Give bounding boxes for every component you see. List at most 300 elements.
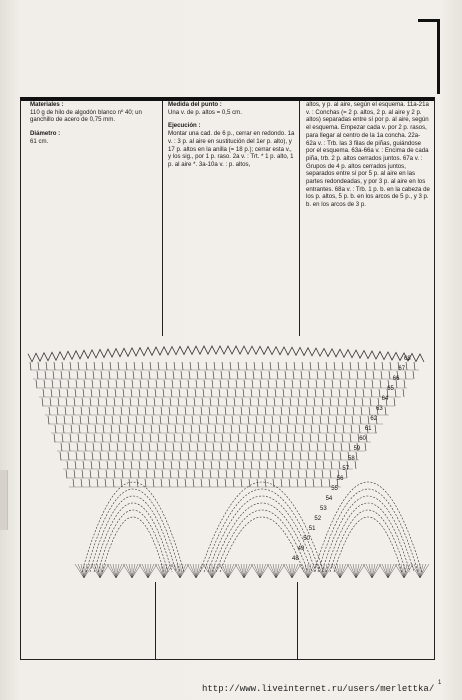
stitch-mark (30, 362, 31, 370)
stitch-mark (70, 362, 71, 370)
stitch-mark (108, 452, 109, 460)
fan-stitch (196, 564, 202, 578)
stitch-mark (186, 398, 187, 406)
fan-stitch (206, 564, 212, 578)
stitch-mark (241, 479, 242, 487)
stitch-mark (229, 371, 230, 379)
stitch-mark (91, 389, 92, 397)
stitch-mark (118, 362, 119, 370)
fan-stitch (244, 564, 250, 578)
stitch-mark (297, 407, 298, 415)
stitch-mark (75, 461, 76, 469)
stitch-mark (338, 398, 339, 406)
stitch-mark (181, 443, 182, 451)
stitch-mark (150, 434, 151, 442)
stitch-mark (222, 434, 223, 442)
stitch-mark (165, 371, 166, 379)
stitch-mark (229, 443, 230, 451)
pineapple-arch (82, 482, 184, 572)
stitch-mark (136, 416, 137, 424)
stitch-mark (263, 425, 264, 433)
stitch-mark (217, 407, 218, 415)
fan-stitch (292, 564, 298, 578)
stitch-mark (314, 398, 315, 406)
stitch-mark (221, 371, 222, 379)
row-label: 67 (398, 366, 406, 372)
stitch-mark (326, 362, 327, 370)
stitch-mark (322, 398, 323, 406)
stitch-mark (213, 371, 214, 379)
stitch-mark (281, 407, 282, 415)
stitch-mark (271, 425, 272, 433)
stitch-mark (138, 398, 139, 406)
stitch-mark (218, 470, 219, 478)
stitch-mark (345, 407, 346, 415)
stitch-mark (100, 452, 101, 460)
stitch-mark (80, 416, 81, 424)
stitch-mark (86, 362, 87, 370)
stitch-mark (210, 398, 211, 406)
pineapple-arch (318, 489, 418, 572)
stitch-mark (374, 362, 375, 370)
stitch-mark (347, 389, 348, 397)
continuation-text: altos, y p. al aire, según el esquema. 11a-21a v. : Conchas (= 2 p. altos, 2 p. al aire y 2 p. altos) separadas entre sí por p. al aire, según el esquema. Empezar cada v. por 2 p. rasos, para llegar al centro de la 1a concha. 22a-62a v. : Trb. las 3 filas de piñas, guiándose por el esquema. 63a-66a v. : Encima de cada piña, trb. 2 p. altos cerrados juntos. 67a v. : Grupos de 4 p. altos cerrados juntos, separados entre sí por 5 p. al aire en las partes redondeadas, y por 3 p. al aire en los entrantes. 68a v. : Trb. 1 p. b. en la cabeza de los p. altos, 5 p. b. en los arcos de 5 p., y 3 p. b. en los arcos de 3 p. (306, 101, 430, 209)
stitch-mark (318, 362, 319, 370)
stitch-mark (81, 407, 82, 415)
stitch-mark (57, 407, 58, 415)
fan-stitch (78, 564, 84, 578)
stitch-mark (110, 434, 111, 442)
stitch-mark (70, 434, 71, 442)
stitch-mark (339, 389, 340, 397)
stitch-mark (152, 416, 153, 424)
stitch-mark (335, 425, 336, 433)
stitch-mark (331, 389, 332, 397)
stitch-mark (99, 389, 100, 397)
stitch-mark (324, 452, 325, 460)
fan-stitch (254, 564, 260, 578)
stitch-mark (342, 362, 343, 370)
fan-stitch (148, 564, 154, 578)
stitch-mark (254, 362, 255, 370)
stitch-mark (250, 470, 251, 478)
stitch-mark (164, 452, 165, 460)
stitch-mark (182, 362, 183, 370)
stitch-mark (264, 416, 265, 424)
stitch-mark (63, 425, 64, 433)
fan-stitch (420, 564, 426, 578)
stitch-mark (138, 470, 139, 478)
stitch-mark (146, 470, 147, 478)
stitch-mark (329, 479, 330, 487)
stitch-mark (96, 416, 97, 424)
stitch-mark (190, 362, 191, 370)
stitch-mark (97, 407, 98, 415)
row-label: 68 (404, 356, 411, 362)
stitch-mark (188, 380, 189, 388)
stitch-mark (148, 380, 149, 388)
stitch-mark (43, 389, 44, 397)
stitch-mark (307, 461, 308, 469)
stitch-mark (129, 479, 130, 487)
stitch-mark (98, 470, 99, 478)
stitch-mark (139, 389, 140, 397)
stitch-mark (67, 461, 68, 469)
stitch-mark (140, 380, 141, 388)
stitch-mark (126, 362, 127, 370)
stitch-mark (309, 371, 310, 379)
stitch-mark (126, 434, 127, 442)
fan-stitch (158, 564, 164, 578)
stitch-mark (246, 362, 247, 370)
stitch-mark (247, 425, 248, 433)
stitch-mark (233, 479, 234, 487)
stitch-mark (249, 479, 250, 487)
stitch-mark (324, 380, 325, 388)
stitch-mark (154, 398, 155, 406)
stitch-mark (88, 416, 89, 424)
stitch-mark (228, 380, 229, 388)
stitch-mark (208, 416, 209, 424)
stitch-mark (82, 470, 83, 478)
stitch-mark (394, 398, 395, 406)
stitch-mark (217, 479, 218, 487)
stitch-mark (289, 479, 290, 487)
stitch-mark (149, 443, 150, 451)
stitch-mark (79, 425, 80, 433)
stitch-mark (331, 461, 332, 469)
fan-stitch (228, 564, 234, 578)
stitch-mark (254, 434, 255, 442)
fan-stitch (142, 564, 148, 578)
stitch-mark (173, 443, 174, 451)
stitch-mark (145, 479, 146, 487)
stitch-mark (341, 443, 342, 451)
stitch-mark (279, 425, 280, 433)
pineapple-arch (220, 517, 304, 572)
stitch-mark (214, 362, 215, 370)
continuation-column (306, 101, 430, 333)
stitch-mark (205, 443, 206, 451)
stitch-mark (379, 389, 380, 397)
stitch-mark (115, 461, 116, 469)
stitch-mark (306, 470, 307, 478)
stitch-mark (315, 461, 316, 469)
stitch-mark (90, 470, 91, 478)
stitch-mark (158, 362, 159, 370)
stitch-mark (205, 371, 206, 379)
stitch-mark (313, 479, 314, 487)
stitch-mark (69, 443, 70, 451)
stitch-mark (83, 461, 84, 469)
stitch-mark (373, 371, 374, 379)
stitch-mark (276, 452, 277, 460)
stitch-mark (210, 470, 211, 478)
stitch-mark (299, 461, 300, 469)
stitch-mark (162, 398, 163, 406)
stitch-mark (85, 443, 86, 451)
stitch-mark (183, 425, 184, 433)
stitch-mark (187, 389, 188, 397)
stitch-mark (365, 371, 366, 379)
fan-stitch (212, 564, 218, 578)
row-label: 55 (331, 486, 338, 492)
stitch-mark (257, 407, 258, 415)
stitch-mark (292, 380, 293, 388)
stitch-mark (120, 416, 121, 424)
stitch-mark (71, 425, 72, 433)
stitch-mark (53, 371, 54, 379)
stitch-mark (365, 443, 366, 451)
stitch-mark (322, 470, 323, 478)
stitch-mark (380, 380, 381, 388)
stitch-mark (38, 362, 39, 370)
stitch-mark (153, 407, 154, 415)
stitch-mark (116, 380, 117, 388)
stitch-mark (89, 479, 90, 487)
stitch-mark (94, 362, 95, 370)
stitch-mark (132, 380, 133, 388)
stitch-mark (172, 380, 173, 388)
row-label: 63 (376, 406, 383, 412)
stitch-mark (297, 479, 298, 487)
stitch-mark (368, 416, 369, 424)
stitch-mark (286, 362, 287, 370)
stitch-mark (161, 407, 162, 415)
stitch-mark (121, 407, 122, 415)
stitch-mark (224, 416, 225, 424)
stitch-mark (131, 461, 132, 469)
stitch-mark (269, 371, 270, 379)
stitch-mark (293, 443, 294, 451)
fan-stitch (190, 564, 196, 578)
stitch-mark (316, 380, 317, 388)
stitch-mark (241, 407, 242, 415)
stitch-mark (223, 425, 224, 433)
stitch-mark (269, 443, 270, 451)
stitch-mark (319, 425, 320, 433)
stitch-mark (249, 407, 250, 415)
stitch-mark (75, 389, 76, 397)
stitch-mark (133, 371, 134, 379)
stitch-mark (258, 470, 259, 478)
stitch-mark (95, 425, 96, 433)
stitch-mark (307, 389, 308, 397)
row-label: 52 (314, 516, 322, 522)
stitch-mark (199, 425, 200, 433)
pineapple-arch (322, 496, 414, 572)
stitch-mark (93, 443, 94, 451)
stitch-mark (296, 416, 297, 424)
stitch-mark (129, 407, 130, 415)
stitch-mark (123, 389, 124, 397)
stitch-mark (200, 416, 201, 424)
stitch-mark (308, 380, 309, 388)
fan-stitch (164, 564, 170, 578)
stitch-mark (122, 470, 123, 478)
stitch-mark (361, 407, 362, 415)
stitch-mark (323, 389, 324, 397)
stitch-mark (291, 461, 292, 469)
stitch-mark (293, 371, 294, 379)
stitch-mark (312, 416, 313, 424)
stitch-mark (310, 362, 311, 370)
stitch-mark (256, 416, 257, 424)
stitch-mark (159, 425, 160, 433)
stitch-mark (169, 407, 170, 415)
stitch-mark (352, 416, 353, 424)
stitch-mark (206, 362, 207, 370)
stitch-mark (172, 452, 173, 460)
stitch-mark (314, 470, 315, 478)
stitch-mark (251, 389, 252, 397)
stitch-mark (359, 425, 360, 433)
materials-text: 110 g de hilo de algodón blanco nº 40; un ganchillo de acero de 0,75 mm. (30, 108, 142, 124)
stitch-mark (104, 416, 105, 424)
stitch-mark (372, 380, 373, 388)
stitch-mark (298, 470, 299, 478)
fan-stitch (350, 564, 356, 578)
stitch-mark (117, 443, 118, 451)
fan-stitch (116, 564, 122, 578)
stitch-mark (405, 371, 406, 379)
stitch-mark (73, 479, 74, 487)
stitch-mark (202, 398, 203, 406)
stitch-mark (382, 362, 383, 370)
stitch-mark (313, 407, 314, 415)
pineapple-arch (216, 510, 308, 572)
stitch-mark (357, 371, 358, 379)
stitch-mark (99, 461, 100, 469)
stitch-mark (284, 380, 285, 388)
stitch-mark (127, 425, 128, 433)
stitch-mark (369, 407, 370, 415)
stitch-mark (242, 470, 243, 478)
stitch-mark (109, 371, 110, 379)
stitch-mark (353, 407, 354, 415)
stitch-mark (334, 362, 335, 370)
stitch-mark (66, 398, 67, 406)
stitch-mark (245, 371, 246, 379)
stitch-mark (226, 398, 227, 406)
stitch-mark (320, 416, 321, 424)
stitch-mark (232, 416, 233, 424)
stitch-mark (304, 416, 305, 424)
stitch-mark (346, 398, 347, 406)
stitch-mark (326, 434, 327, 442)
stitch-mark (356, 380, 357, 388)
stitch-mark (113, 479, 114, 487)
stitch-mark (92, 452, 93, 460)
gauge-text: Una v. de p. altos = 0,5 cm. (168, 108, 242, 116)
stitch-mark (44, 380, 45, 388)
stitch-mark (413, 371, 414, 379)
row-label: 56 (336, 476, 344, 482)
stitch-mark (89, 407, 90, 415)
stitch-mark (112, 416, 113, 424)
diameter-heading: Diámetro : (30, 130, 61, 138)
stitch-mark (189, 371, 190, 379)
stitch-mark (262, 434, 263, 442)
fan-stitch (94, 564, 100, 578)
stitch-mark (290, 398, 291, 406)
stitch-mark (194, 470, 195, 478)
stitch-mark (327, 425, 328, 433)
stitch-mark (155, 389, 156, 397)
stitch-mark (65, 407, 66, 415)
stitch-mark (275, 389, 276, 397)
stitch-mark (406, 362, 407, 370)
stitch-mark (55, 425, 56, 433)
stitch-mark (360, 416, 361, 424)
stitch-mark (162, 470, 163, 478)
stitch-mark (134, 434, 135, 442)
stitch-mark (105, 479, 106, 487)
stitch-mark (235, 389, 236, 397)
stitch-mark (58, 398, 59, 406)
fan-stitch (84, 564, 90, 578)
stitch-mark (174, 362, 175, 370)
stitch-mark (262, 362, 263, 370)
stitch-mark (310, 434, 311, 442)
stitch-mark (366, 434, 367, 442)
footer-url: http://www.liveinternet.ru/users/merlettka/ (202, 684, 435, 694)
fan-stitch (222, 564, 228, 578)
binding-edge (0, 470, 8, 530)
stitch-mark (51, 389, 52, 397)
stitch-mark (362, 398, 363, 406)
pineapple-arch (94, 503, 172, 572)
stitch-mark (248, 416, 249, 424)
stitch-mark (216, 416, 217, 424)
stitch-mark (201, 479, 202, 487)
stitch-mark (98, 398, 99, 406)
stitch-mark (259, 389, 260, 397)
stitch-mark (92, 380, 93, 388)
stitch-mark (76, 452, 77, 460)
row-label: 60 (359, 436, 366, 442)
stitch-mark (49, 407, 50, 415)
stitch-mark (84, 452, 85, 460)
row-label: 51 (308, 526, 316, 532)
stitch-mark (206, 434, 207, 442)
stitch-mark (221, 443, 222, 451)
stitch-mark (261, 371, 262, 379)
stitch-mark (340, 380, 341, 388)
stitch-mark (177, 479, 178, 487)
fan-stitch (286, 564, 292, 578)
row-label: 61 (364, 426, 372, 432)
stitch-mark (101, 371, 102, 379)
stitch-mark (85, 371, 86, 379)
stitch-mark (280, 416, 281, 424)
stitch-mark (390, 362, 391, 370)
stitch-mark (375, 425, 376, 433)
stitch-mark (238, 362, 239, 370)
column-divider (299, 101, 300, 336)
stitch-mark (237, 371, 238, 379)
stitch-mark (349, 443, 350, 451)
stitch-mark (245, 443, 246, 451)
stitch-mark (74, 398, 75, 406)
instructions-column (168, 101, 296, 333)
stitch-mark (191, 425, 192, 433)
row-label: 57 (342, 466, 350, 472)
stitch-mark (351, 425, 352, 433)
stitch-mark (302, 362, 303, 370)
stitch-mark (163, 461, 164, 469)
stitch-mark (101, 443, 102, 451)
